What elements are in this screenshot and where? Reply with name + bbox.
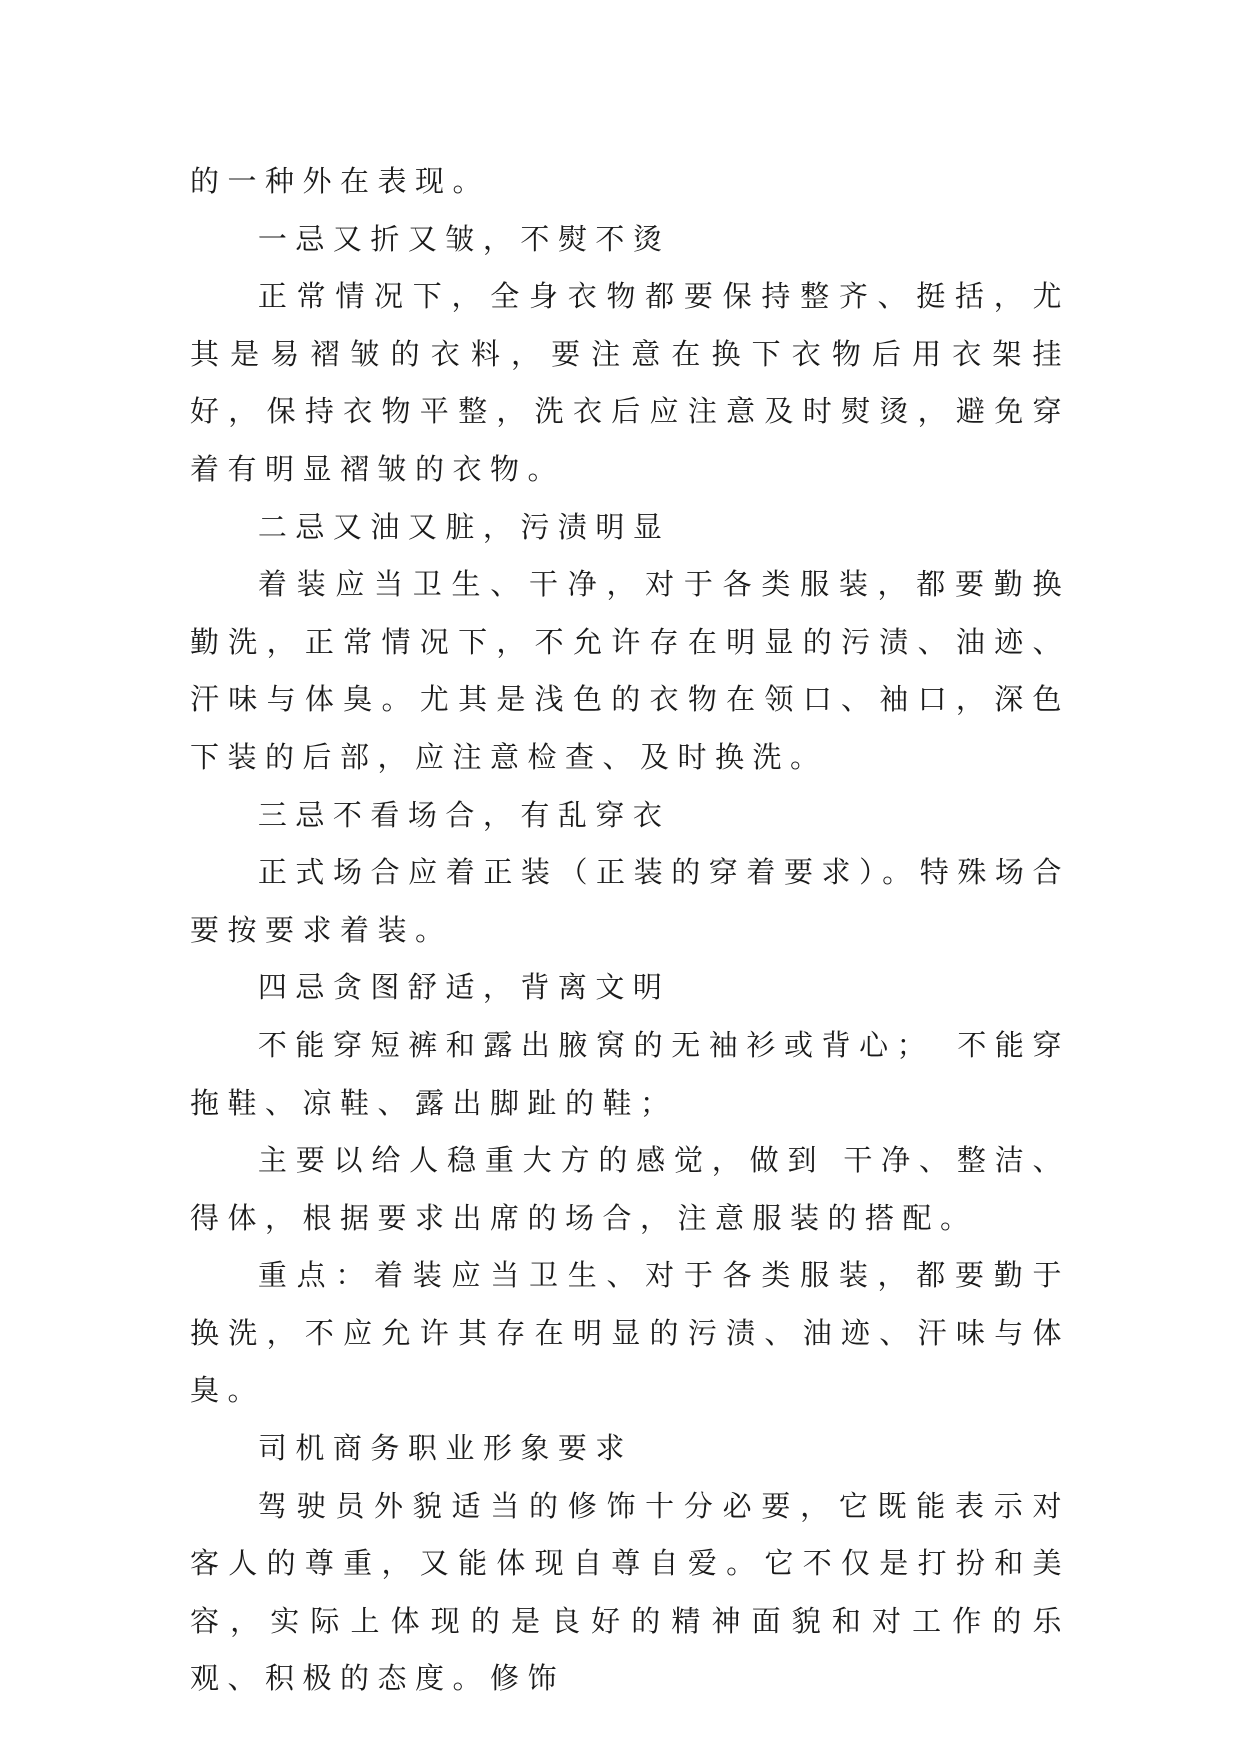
heading-taboo-2: 二忌又油又脏，污渍明显 (257, 509, 671, 544)
paragraph-appearance: 驾驶员外貌适当的修饰十分必要，它既能表示对客人的尊重，又能体现自尊自爱。它不仅是打扮和美容，实际上体现的是良好的精神面貌和对工作的乐观、积极的态度。修饰 (190, 1488, 1070, 1696)
paragraph-comfort: 不能穿短裤和露出腋窝的无袖衫或背心； 不能穿拖鞋、凉鞋、露出脚趾的鞋； (190, 1027, 1070, 1120)
paragraph-impression: 主要以给人稳重大方的感觉，做到 干净、整洁、得体，根据要求出席的场合，注意服装的搭配。 (190, 1143, 1070, 1235)
body-text (190, 153, 1070, 1708)
heading-taboo-3: 三忌不看场合，有乱穿衣 (257, 797, 671, 832)
paragraph-continuation: 的一种外在表现。 (190, 164, 491, 198)
paragraph-wrinkles: 正常情况下，全身衣物都要保持整齐、挺括，尤其是易褶皱的衣料，要注意在换下衣物后用衣架挂好，保持衣物平整，洗衣后应注意及时熨烫，避免穿着有明显褶皱的衣物。 (190, 279, 1070, 486)
heading-taboo-4: 四忌贪图舒适，背离文明 (257, 970, 671, 1005)
heading-driver-image: 司机商务职业形象要求 (257, 1431, 633, 1466)
paragraph-key-point: 重点：着装应当卫生、对于各类服装，都要勤于换洗，不应允许其存在明显的污渍、油迹、汗味与体臭。 (190, 1258, 1070, 1408)
paragraph-hygiene: 着装应当卫生、干净，对于各类服装，都要勤换勤洗，正常情况下，不允许存在明显的污渍、油迹、汗味与体臭。尤其是浅色的衣物在领口、袖口，深色下装的后部，应注意检查、及时换洗。 (190, 567, 1070, 774)
paragraph-occasion: 正式场合应着正装（正装的穿着要求）。特殊场合要按要求着装。 (190, 855, 1070, 947)
heading-taboo-1: 一忌又折又皱，不熨不烫 (257, 221, 671, 256)
